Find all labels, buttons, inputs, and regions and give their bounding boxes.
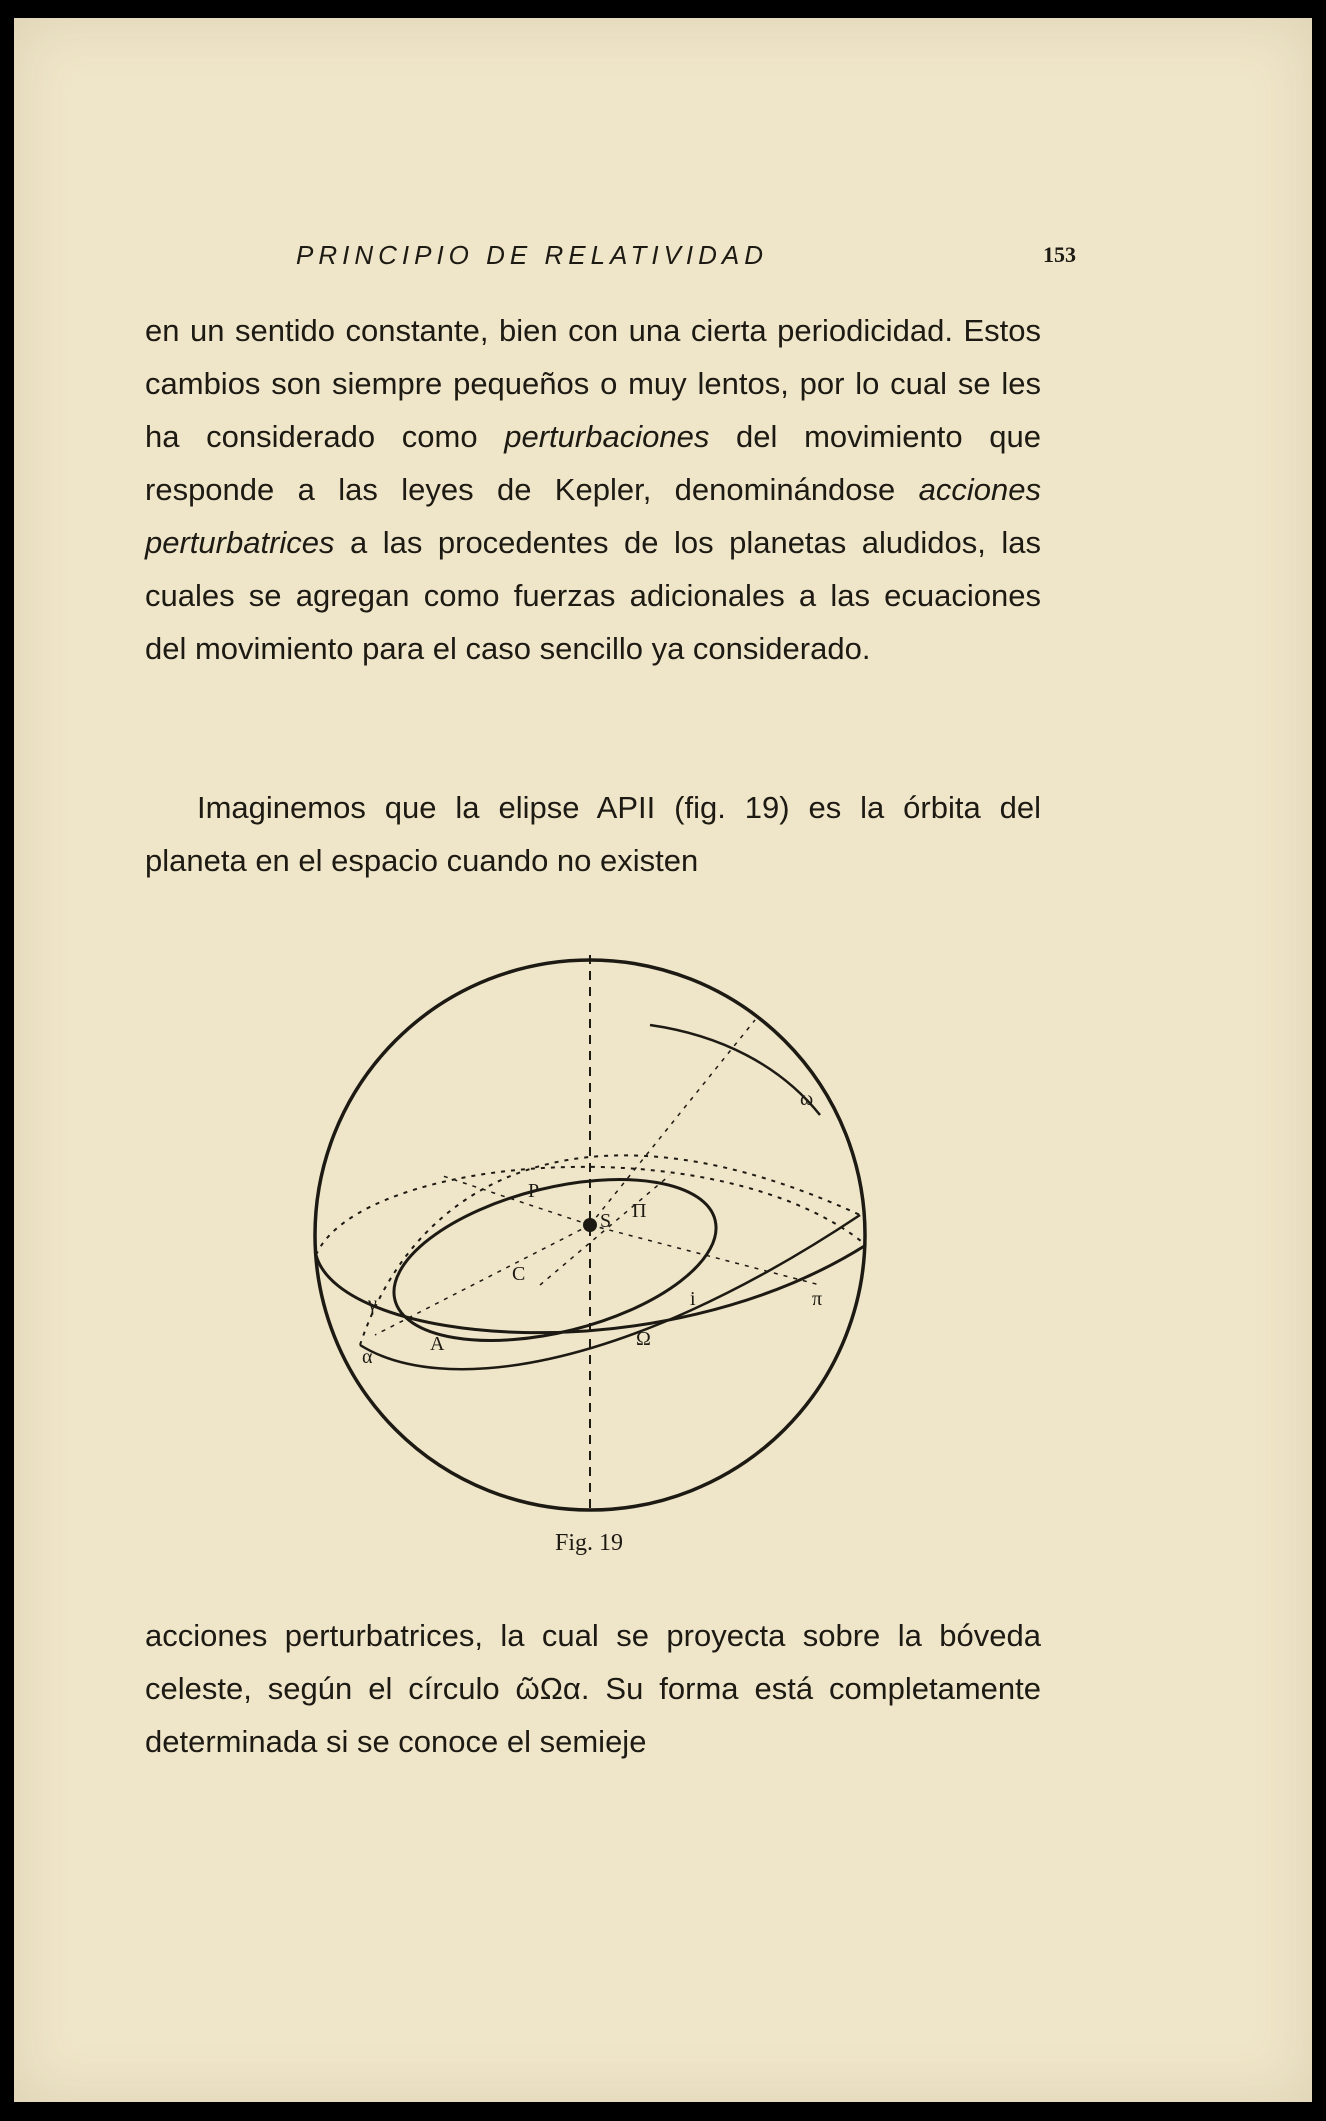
great-circle-front	[316, 1245, 866, 1333]
label-Omega: Ω	[636, 1328, 651, 1350]
paragraph-1-text-c: a las procedentes de los planetas aludidos, las cuales se agregan como fuerzas adicionales a las ecuaciones del movimiento para el caso sencillo ya considerado.	[145, 525, 1041, 666]
page-number: 153	[1043, 242, 1076, 267]
paragraph-3: acciones perturbatrices, la cual se proyecta sobre la bóveda celeste, según el círculo ῶΩα. Su forma está completamente determinada si se conoce el semieje	[145, 1618, 1041, 1759]
label-A: A	[430, 1333, 445, 1355]
label-Pi: Π	[632, 1200, 647, 1222]
celestial-sphere-diagram	[300, 955, 880, 1515]
label-S: S	[600, 1210, 612, 1232]
label-pi: π	[812, 1288, 823, 1310]
page-header	[296, 240, 1076, 280]
radius-line-3	[590, 1020, 755, 1225]
paragraph-2: Imaginemos que la elipse APII (fig. 19) es la órbita del planeta en el espacio cuando no existen	[145, 790, 1041, 878]
running-title: PRINCIPIO DE RELATIVIDAD	[296, 240, 769, 270]
node-arc	[650, 1025, 820, 1115]
label-i: i	[690, 1288, 696, 1310]
label-gamma: γ	[368, 1293, 377, 1315]
sun-point	[583, 1218, 597, 1232]
label-alpha: α	[362, 1346, 373, 1368]
figure-19-diagram	[300, 955, 880, 1515]
paragraph-1	[145, 304, 1041, 675]
paragraph-1-text-b: del movimiento que responde a las leyes de Kepler, denominándose	[145, 419, 1041, 507]
figure-caption: Fig. 19	[555, 1530, 624, 1556]
emphasis-acciones-perturbatrices: acciones perturbatrices	[145, 472, 1041, 560]
label-omega: ω	[800, 1088, 814, 1110]
emphasis-perturbaciones: perturbaciones	[504, 419, 710, 454]
label-C: C	[512, 1263, 526, 1285]
label-P: P	[528, 1180, 540, 1202]
paragraph-1-text-a: en un sentido constante, bien con una cierta periodicidad. Estos cambios son siempre pequeños o muy lentos, por lo cual se les ha considerado como	[145, 313, 1041, 454]
